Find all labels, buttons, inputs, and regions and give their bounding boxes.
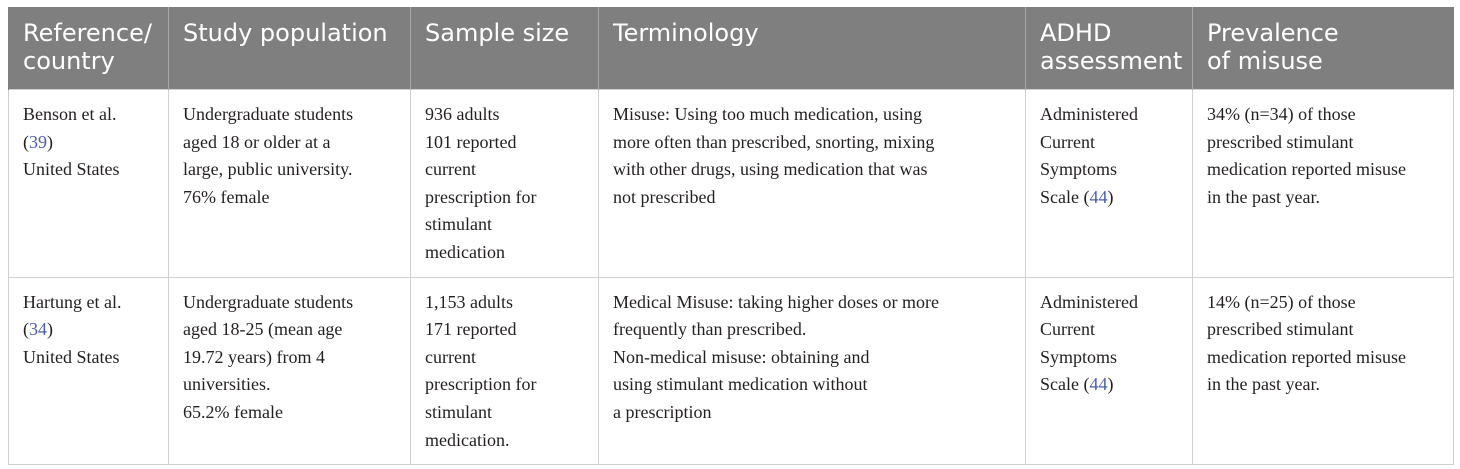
table-row <box>9 277 1454 465</box>
cell-terminology: Misuse: Using too much medication, using more often than prescribed, snorting, mixing with other drugs, using medication that was not prescribed <box>599 90 1026 278</box>
reference-link[interactable]: 39 <box>29 131 47 152</box>
table-row <box>9 90 1454 278</box>
cell-reference: Hartung et al. (34) United States <box>9 277 169 465</box>
cell-study-population: Undergraduate students aged 18-25 (mean age 19.72 years) from 4 universities. 65.2% female <box>169 277 411 465</box>
header-prevalence-of-misuse: Prevalence of misuse <box>1193 8 1454 90</box>
cell-study-population: Undergraduate students aged 18 or older at a large, public university. 76% female <box>169 90 411 278</box>
reference-link[interactable]: 34 <box>29 319 47 340</box>
header-study-population: Study population <box>169 8 411 90</box>
header-adhd-assessment: ADHD assessment <box>1026 8 1193 90</box>
table-header-row <box>9 8 1454 90</box>
header-sample-size: Sample size <box>411 8 599 90</box>
cell-adhd-assessment: Administered Current Symptoms Scale (44) <box>1026 90 1193 278</box>
reference-link[interactable]: 44 <box>1089 374 1108 395</box>
cell-adhd-assessment: Administered Current Symptoms Scale (44) <box>1026 277 1193 465</box>
cell-terminology: Medical Misuse: taking higher doses or more frequently than prescribed. Non-medical misuse: obtaining and using stimulant medication without a prescription <box>599 277 1026 465</box>
cell-sample-size: 936 adults 101 reported current prescription for stimulant medication <box>411 90 599 278</box>
reference-link[interactable]: 44 <box>1089 186 1108 207</box>
header-terminology: Terminology <box>599 8 1026 90</box>
cell-sample-size: 1,153 adults 171 reported current prescription for stimulant medication. <box>411 277 599 465</box>
header-reference-country: Reference/ country <box>9 8 169 90</box>
cell-prevalence: 14% (n=25) of those prescribed stimulant medication reported misuse in the past year. <box>1193 277 1454 465</box>
study-table-container <box>8 7 1453 465</box>
study-table <box>8 7 1454 465</box>
cell-prevalence: 34% (n=34) of those prescribed stimulant medication reported misuse in the past year. <box>1193 90 1454 278</box>
cell-reference: Benson et al. (39) United States <box>9 90 169 278</box>
